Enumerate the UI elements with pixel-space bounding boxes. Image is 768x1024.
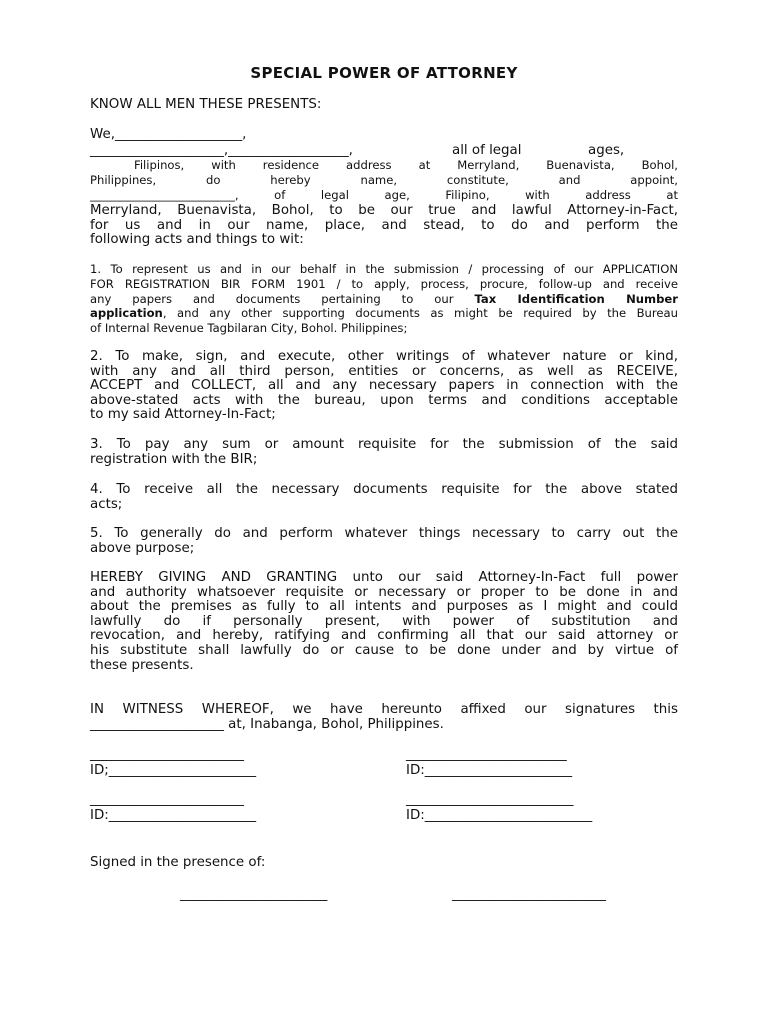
intro-line-6: Merryland, Buenavista, Bohol, to be our true and lawful Attorney-in-Fact,: [90, 203, 678, 218]
signature-line-right-2: _________________________: [406, 792, 574, 807]
granting-line-5: revocation, and hereby, ratifying and confirming all that our said attorney or: [90, 628, 678, 644]
item-1-line-4: application, and any other supporting documents as might be required by the Bureau: [90, 306, 678, 321]
granting-line-3: about the premises as fully to all intents and purposes as I might and could: [90, 599, 678, 615]
intro-line-4: Philippines, do hereby name, constitute, and appoint,: [90, 172, 678, 187]
signature-line-right-1: ________________________: [406, 747, 567, 762]
item-2-line-1: 2. To make, sign, and execute, other writings of whatever nature or kind,: [90, 349, 678, 364]
intro-line-2a: ____________________,__________________,: [90, 143, 353, 158]
granting-paragraph: [90, 571, 678, 673]
witness-line-1: IN WITNESS WHEREOF, we have hereunto affixed our signatures this: [90, 702, 678, 717]
granting-line-6: his substitute shall lawfully do or cause to be done under and by virtue of: [90, 642, 678, 658]
item-3-line-1: 3. To pay any sum or amount requisite for the submission of the said: [90, 437, 678, 452]
application-bold: application: [90, 306, 163, 321]
item-5-line-1: 5. To generally do and perform whatever things necessary to carry out the: [90, 526, 678, 541]
item-1-line-5: of Internal Revenue Tagbilaran City, Bohol. Philippines;: [90, 321, 408, 336]
item-1-line-2: FOR REGISTRATION BIR FORM 1901 / to apply, process, procure, follow-up and receive: [90, 276, 678, 291]
item-1: [90, 262, 678, 336]
signature-line-left-1: _______________________: [90, 747, 244, 762]
item-1-line-3: any papers and documents pertaining to our Tax Identification Number: [90, 291, 678, 306]
intro-line-3: Filipinos, with residence address at Merryland, Buenavista, Bohol,: [134, 158, 678, 172]
intro-paragraph-2: [90, 204, 678, 248]
intro-line-1: We,___________________,: [90, 127, 247, 142]
signature-line-left-2: _______________________: [90, 792, 244, 807]
salutation: KNOW ALL MEN THESE PRESENTS:: [90, 97, 322, 112]
item-4-line-1: 4. To receive all the necessary documents requisite for the above stated: [90, 482, 678, 497]
granting-line-2: and authority whatsoever requisite or necessary or proper to be done in and: [90, 584, 678, 600]
item-2: [90, 350, 678, 423]
witness-paragraph: [90, 703, 678, 732]
item-2-line-4: above-stated acts with the bureau, upon terms and conditions acceptable: [90, 392, 678, 408]
item-2-line-2: with any and all third person, entities or concerns, as well as RECEIVE,: [90, 363, 678, 379]
item-2-line-3: ACCEPT and COLLECT, all and any necessary papers in connection with the: [90, 378, 678, 394]
presence-line-right: _______________________: [452, 887, 606, 902]
id-right-2: ID:_________________________: [406, 808, 593, 823]
intro-paragraph: [90, 158, 678, 202]
id-left-2: ID:______________________: [90, 808, 257, 823]
granting-line-1: HEREBY GIVING AND GRANTING unto our said Attorney-In-Fact full power: [90, 570, 678, 585]
intro-line-5: _________________________, of legal age, Filipino, with address at: [90, 187, 678, 202]
intro-line-2c: ages,: [588, 143, 625, 158]
tin-bold: Tax Identification Number: [474, 291, 678, 306]
document-title: SPECIAL POWER OF ATTORNEY: [250, 64, 518, 82]
item-3-line-2: registration with the BIR;: [90, 451, 258, 467]
id-left-1: ID;______________________: [90, 763, 257, 778]
item-5: [90, 527, 678, 556]
item-1-line-1: 1. To represent us and in our behalf in the submission / processing of our APPLICATION: [90, 262, 678, 276]
item-4-line-2: acts;: [90, 496, 123, 512]
witness-line-2: ____________________ at, Inabanga, Bohol, Philippines.: [90, 716, 444, 732]
id-right-1: ID:______________________: [406, 763, 573, 778]
presence-label: Signed in the presence of:: [90, 855, 266, 870]
item-4: [90, 483, 678, 512]
granting-line-7: these presents.: [90, 657, 194, 673]
intro-line-8: following acts and things to wit:: [90, 232, 304, 248]
intro-line-2b: all of legal: [452, 143, 522, 158]
intro-line-7: for us and in our name, place, and stead, to do and perform the: [90, 217, 678, 233]
granting-line-4: lawfully do if personally present, with power of substitution and: [90, 613, 678, 629]
presence-line-left: ______________________: [180, 887, 328, 902]
item-5-line-2: above purpose;: [90, 540, 195, 556]
item-2-line-5: to my said Attorney-In-Fact;: [90, 407, 276, 423]
item-3: [90, 438, 678, 467]
